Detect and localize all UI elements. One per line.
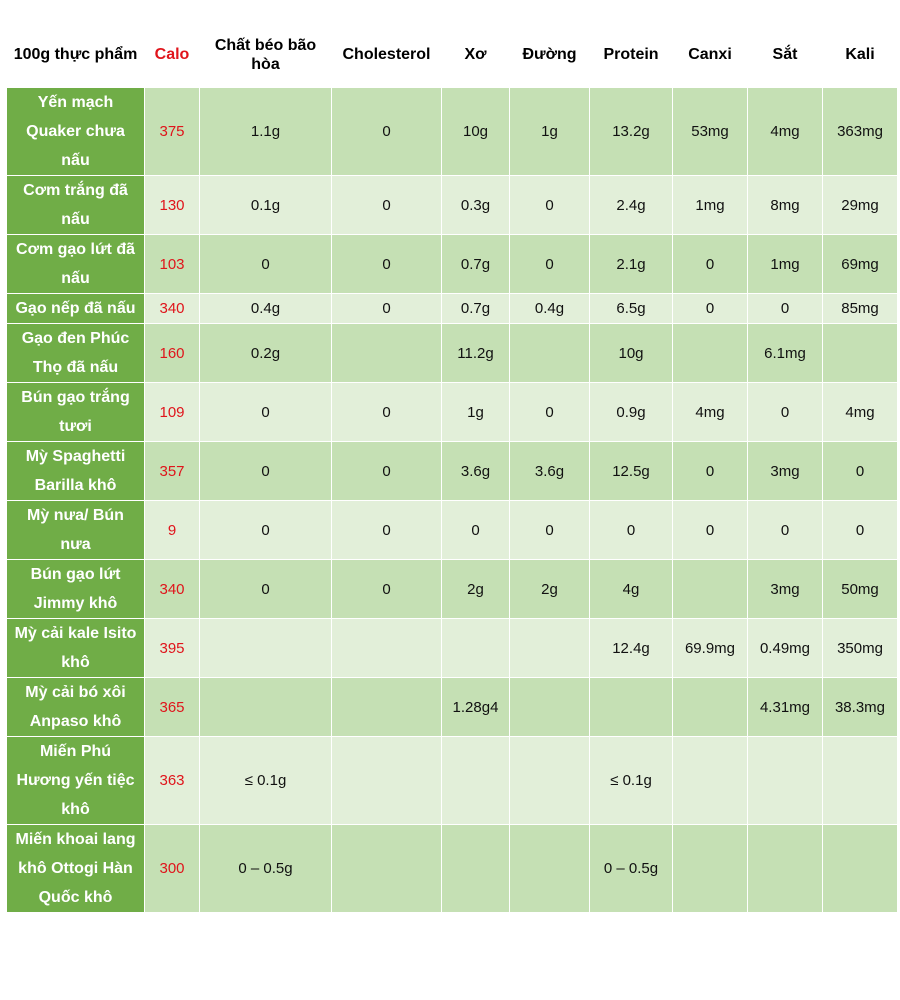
cell-cholesterol: 0 bbox=[332, 560, 442, 619]
cell-protein: 13.2g bbox=[590, 88, 673, 176]
cell-cholesterol bbox=[332, 825, 442, 913]
cell-cholesterol bbox=[332, 678, 442, 737]
cell-food-name: Bún gạo lứt Jimmy khô bbox=[7, 560, 145, 619]
cell-sugar: 0.4g bbox=[510, 294, 590, 324]
cell-cholesterol: 0 bbox=[332, 235, 442, 294]
cell-potassium: 85mg bbox=[823, 294, 898, 324]
cell-calcium: 0 bbox=[673, 442, 748, 501]
cell-calo: 365 bbox=[145, 678, 200, 737]
cell-fiber: 0 bbox=[442, 501, 510, 560]
cell-fiber: 0.7g bbox=[442, 294, 510, 324]
cell-protein: 6.5g bbox=[590, 294, 673, 324]
cell-protein: 2.4g bbox=[590, 176, 673, 235]
table-body bbox=[7, 88, 898, 913]
cell-calo: 160 bbox=[145, 324, 200, 383]
cell-sugar: 2g bbox=[510, 560, 590, 619]
cell-sugar bbox=[510, 737, 590, 825]
cell-saturated-fat: 0.4g bbox=[200, 294, 332, 324]
table-row bbox=[7, 235, 898, 294]
cell-fiber: 2g bbox=[442, 560, 510, 619]
cell-cholesterol: 0 bbox=[332, 88, 442, 176]
cell-calo: 363 bbox=[145, 737, 200, 825]
cell-iron: 4mg bbox=[748, 88, 823, 176]
table-row bbox=[7, 501, 898, 560]
cell-saturated-fat: 1.1g bbox=[200, 88, 332, 176]
cell-cholesterol bbox=[332, 619, 442, 678]
cell-sugar: 0 bbox=[510, 501, 590, 560]
cell-fiber: 10g bbox=[442, 88, 510, 176]
cell-calo: 109 bbox=[145, 383, 200, 442]
cell-protein: 0.9g bbox=[590, 383, 673, 442]
cell-food-name: Yến mạch Quaker chưa nấu bbox=[7, 88, 145, 176]
cell-iron bbox=[748, 737, 823, 825]
cell-protein: 12.5g bbox=[590, 442, 673, 501]
cell-iron: 3mg bbox=[748, 442, 823, 501]
cell-sugar bbox=[510, 324, 590, 383]
cell-potassium: 38.3mg bbox=[823, 678, 898, 737]
cell-fiber: 1g bbox=[442, 383, 510, 442]
cell-calcium bbox=[673, 324, 748, 383]
cell-iron: 0 bbox=[748, 501, 823, 560]
cell-cholesterol: 0 bbox=[332, 501, 442, 560]
nutrition-table bbox=[6, 22, 898, 913]
cell-fiber: 0.3g bbox=[442, 176, 510, 235]
cell-calo: 9 bbox=[145, 501, 200, 560]
cell-iron: 4.31mg bbox=[748, 678, 823, 737]
cell-calcium: 53mg bbox=[673, 88, 748, 176]
cell-calo: 340 bbox=[145, 294, 200, 324]
header-calcium: Canxi bbox=[673, 22, 748, 88]
cell-food-name: Mỳ Spaghetti Barilla khô bbox=[7, 442, 145, 501]
cell-iron bbox=[748, 825, 823, 913]
cell-food-name: Mỳ cải bó xôi Anpaso khô bbox=[7, 678, 145, 737]
cell-potassium bbox=[823, 825, 898, 913]
cell-calcium: 0 bbox=[673, 294, 748, 324]
cell-sugar bbox=[510, 619, 590, 678]
cell-calcium: 1mg bbox=[673, 176, 748, 235]
cell-cholesterol bbox=[332, 324, 442, 383]
cell-saturated-fat bbox=[200, 619, 332, 678]
cell-calcium bbox=[673, 737, 748, 825]
cell-food-name: Gạo đen Phúc Thọ đã nấu bbox=[7, 324, 145, 383]
table-row bbox=[7, 324, 898, 383]
cell-saturated-fat: 0 – 0.5g bbox=[200, 825, 332, 913]
header-cholesterol: Cholesterol bbox=[332, 22, 442, 88]
cell-protein: 0 bbox=[590, 501, 673, 560]
cell-iron: 1mg bbox=[748, 235, 823, 294]
cell-potassium: 0 bbox=[823, 501, 898, 560]
cell-protein: ≤ 0.1g bbox=[590, 737, 673, 825]
header-row bbox=[7, 22, 898, 88]
cell-iron: 6.1mg bbox=[748, 324, 823, 383]
cell-sugar: 3.6g bbox=[510, 442, 590, 501]
cell-calo: 340 bbox=[145, 560, 200, 619]
nutrition-table-container bbox=[6, 22, 897, 913]
cell-fiber: 1.28g4 bbox=[442, 678, 510, 737]
cell-fiber: 0.7g bbox=[442, 235, 510, 294]
cell-fiber bbox=[442, 619, 510, 678]
cell-calcium bbox=[673, 825, 748, 913]
cell-potassium bbox=[823, 324, 898, 383]
cell-calcium bbox=[673, 560, 748, 619]
table-row bbox=[7, 294, 898, 324]
cell-iron: 3mg bbox=[748, 560, 823, 619]
cell-saturated-fat: 0 bbox=[200, 442, 332, 501]
cell-potassium: 69mg bbox=[823, 235, 898, 294]
table-row bbox=[7, 176, 898, 235]
cell-sugar bbox=[510, 678, 590, 737]
table-row bbox=[7, 88, 898, 176]
cell-calo: 103 bbox=[145, 235, 200, 294]
cell-fiber: 3.6g bbox=[442, 442, 510, 501]
table-row bbox=[7, 737, 898, 825]
header-calo: Calo bbox=[145, 22, 200, 88]
cell-protein: 4g bbox=[590, 560, 673, 619]
cell-iron: 0.49mg bbox=[748, 619, 823, 678]
cell-food-name: Bún gạo trắng tươi bbox=[7, 383, 145, 442]
cell-potassium: 0 bbox=[823, 442, 898, 501]
cell-iron: 0 bbox=[748, 383, 823, 442]
table-row bbox=[7, 383, 898, 442]
cell-cholesterol bbox=[332, 737, 442, 825]
cell-potassium: 4mg bbox=[823, 383, 898, 442]
cell-potassium: 50mg bbox=[823, 560, 898, 619]
cell-food-name: Cơm gạo lứt đã nấu bbox=[7, 235, 145, 294]
header-fiber: Xơ bbox=[442, 22, 510, 88]
cell-potassium: 363mg bbox=[823, 88, 898, 176]
table-row bbox=[7, 560, 898, 619]
cell-saturated-fat: 0 bbox=[200, 501, 332, 560]
cell-calcium: 0 bbox=[673, 235, 748, 294]
cell-protein bbox=[590, 678, 673, 737]
cell-sugar: 0 bbox=[510, 176, 590, 235]
cell-protein: 10g bbox=[590, 324, 673, 383]
header-food: 100g thực phẩm bbox=[7, 22, 145, 88]
cell-sugar bbox=[510, 825, 590, 913]
cell-protein: 0 – 0.5g bbox=[590, 825, 673, 913]
cell-saturated-fat bbox=[200, 678, 332, 737]
cell-saturated-fat: 0 bbox=[200, 235, 332, 294]
cell-cholesterol: 0 bbox=[332, 176, 442, 235]
cell-sugar: 1g bbox=[510, 88, 590, 176]
cell-food-name: Mỳ nưa/ Bún nưa bbox=[7, 501, 145, 560]
header-sugar: Đường bbox=[510, 22, 590, 88]
cell-cholesterol: 0 bbox=[332, 294, 442, 324]
cell-potassium bbox=[823, 737, 898, 825]
cell-potassium: 29mg bbox=[823, 176, 898, 235]
table-row bbox=[7, 442, 898, 501]
cell-calcium: 0 bbox=[673, 501, 748, 560]
cell-saturated-fat: 0.2g bbox=[200, 324, 332, 383]
cell-cholesterol: 0 bbox=[332, 442, 442, 501]
header-iron: Sắt bbox=[748, 22, 823, 88]
cell-food-name: Miến khoai lang khô Ottogi Hàn Quốc khô bbox=[7, 825, 145, 913]
cell-cholesterol: 0 bbox=[332, 383, 442, 442]
cell-saturated-fat: ≤ 0.1g bbox=[200, 737, 332, 825]
cell-calcium bbox=[673, 678, 748, 737]
cell-food-name: Gạo nếp đã nấu bbox=[7, 294, 145, 324]
cell-iron: 0 bbox=[748, 294, 823, 324]
cell-sugar: 0 bbox=[510, 235, 590, 294]
cell-calo: 357 bbox=[145, 442, 200, 501]
cell-fiber bbox=[442, 825, 510, 913]
table-row bbox=[7, 825, 898, 913]
cell-fiber bbox=[442, 737, 510, 825]
cell-calo: 375 bbox=[145, 88, 200, 176]
cell-calo: 395 bbox=[145, 619, 200, 678]
cell-potassium: 350mg bbox=[823, 619, 898, 678]
cell-food-name: Miến Phú Hương yến tiệc khô bbox=[7, 737, 145, 825]
cell-protein: 12.4g bbox=[590, 619, 673, 678]
header-protein: Protein bbox=[590, 22, 673, 88]
cell-saturated-fat: 0.1g bbox=[200, 176, 332, 235]
header-potassium: Kali bbox=[823, 22, 898, 88]
cell-sugar: 0 bbox=[510, 383, 590, 442]
cell-calo: 300 bbox=[145, 825, 200, 913]
cell-fiber: 11.2g bbox=[442, 324, 510, 383]
cell-saturated-fat: 0 bbox=[200, 383, 332, 442]
cell-saturated-fat: 0 bbox=[200, 560, 332, 619]
cell-iron: 8mg bbox=[748, 176, 823, 235]
cell-calcium: 69.9mg bbox=[673, 619, 748, 678]
cell-food-name: Mỳ cải kale Isito khô bbox=[7, 619, 145, 678]
cell-calcium: 4mg bbox=[673, 383, 748, 442]
cell-food-name: Cơm trắng đã nấu bbox=[7, 176, 145, 235]
header-saturated-fat: Chất béo bão hòa bbox=[200, 22, 332, 88]
cell-protein: 2.1g bbox=[590, 235, 673, 294]
table-row bbox=[7, 678, 898, 737]
cell-calo: 130 bbox=[145, 176, 200, 235]
table-row bbox=[7, 619, 898, 678]
